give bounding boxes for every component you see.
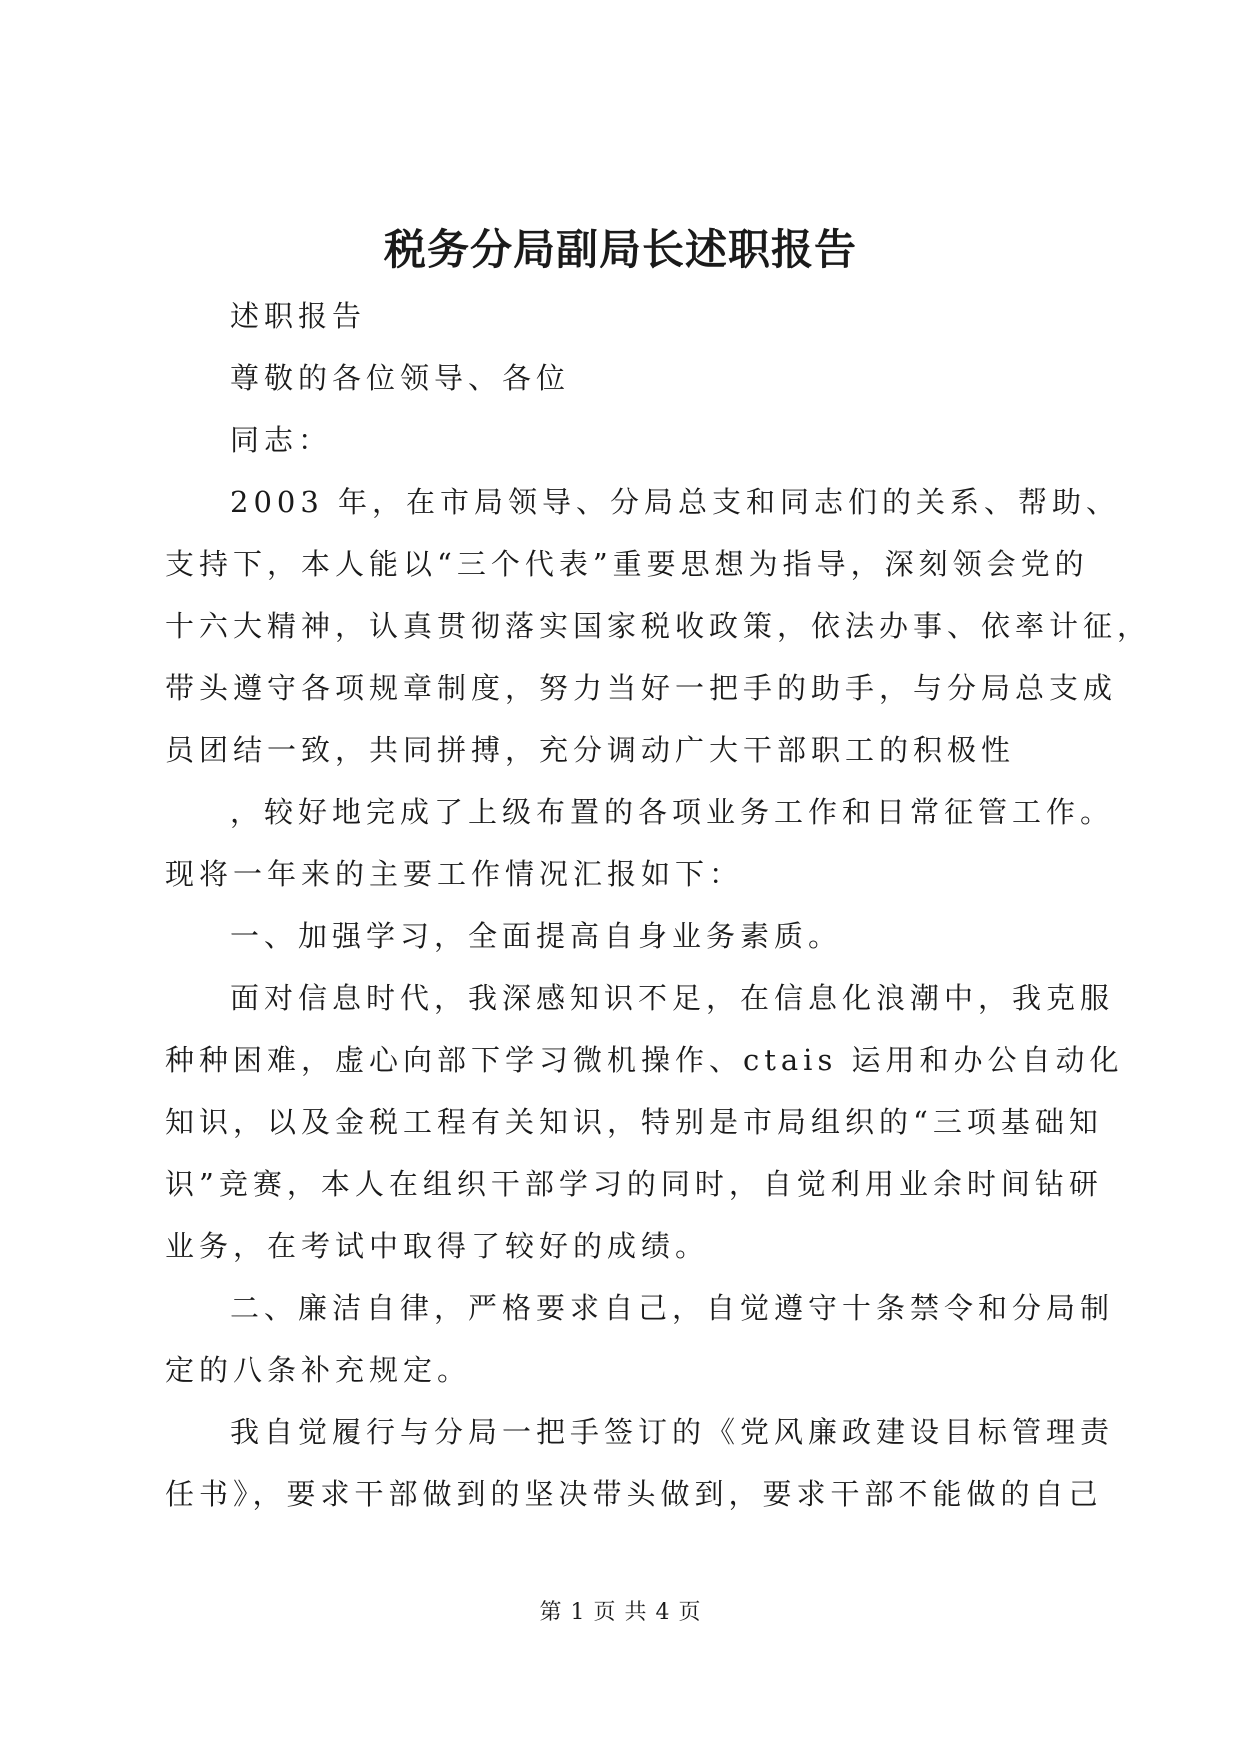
text-line: ，较好地完成了上级布置的各项业务工作和日常征管工作。 <box>230 795 1115 829</box>
text-line: 任书》，要求干部做到的坚决带头做到，要求干部不能做的自己 <box>165 1477 1103 1511</box>
text-line: 尊敬的各位领导、各位 <box>230 361 571 395</box>
text-line: 带头遵守各项规章制度，努力当好一把手的助手，与分局总支成 <box>165 671 1118 705</box>
text-line: 员团结一致，共同拼搏，充分调动广大干部职工的积极性 <box>165 733 1016 767</box>
text-line: 同志： <box>230 423 333 457</box>
text-line: 面对信息时代，我深感知识不足，在信息化浪潮中，我克服 <box>230 981 1115 1015</box>
document-title: 税务分局副局长述职报告 <box>383 225 857 274</box>
text-line: 支持下，本人能以“三个代表”重要思想为指导，深刻领会党的 <box>165 547 1089 581</box>
text-line: 2003 年，在市局领导、分局总支和同志们的关系、帮助、 <box>230 485 1121 519</box>
text-line: 现将一年来的主要工作情况汇报如下： <box>165 857 744 891</box>
text-line: 十六大精神，认真贯彻落实国家税收政策，依法办事、依率计征， <box>165 609 1152 643</box>
text-line: 述职报告 <box>230 299 367 333</box>
text-line: 知识，以及金税工程有关知识，特别是市局组织的“三项基础知 <box>165 1105 1103 1139</box>
text-line: 定的八条补充规定。 <box>165 1353 472 1387</box>
text-line: 业务，在考试中取得了较好的成绩。 <box>165 1229 710 1263</box>
page-number-footer: 第 1 页 共 4 页 <box>539 1600 702 1625</box>
text-line: 识”竞赛，本人在组织干部学习的同时，自觉利用业余时间钻研 <box>165 1167 1103 1201</box>
text-line: 我自觉履行与分局一把手签订的《党风廉政建设目标管理责 <box>230 1415 1115 1449</box>
section-heading: 一、加强学习，全面提高自身业务素质。 <box>230 919 843 953</box>
section-heading: 二、廉洁自律，严格要求自己，自觉遵守十条禁令和分局制 <box>230 1291 1115 1325</box>
text-line: 种种困难，虚心向部下学习微机操作、ctais 运用和办公自动化 <box>165 1043 1124 1077</box>
